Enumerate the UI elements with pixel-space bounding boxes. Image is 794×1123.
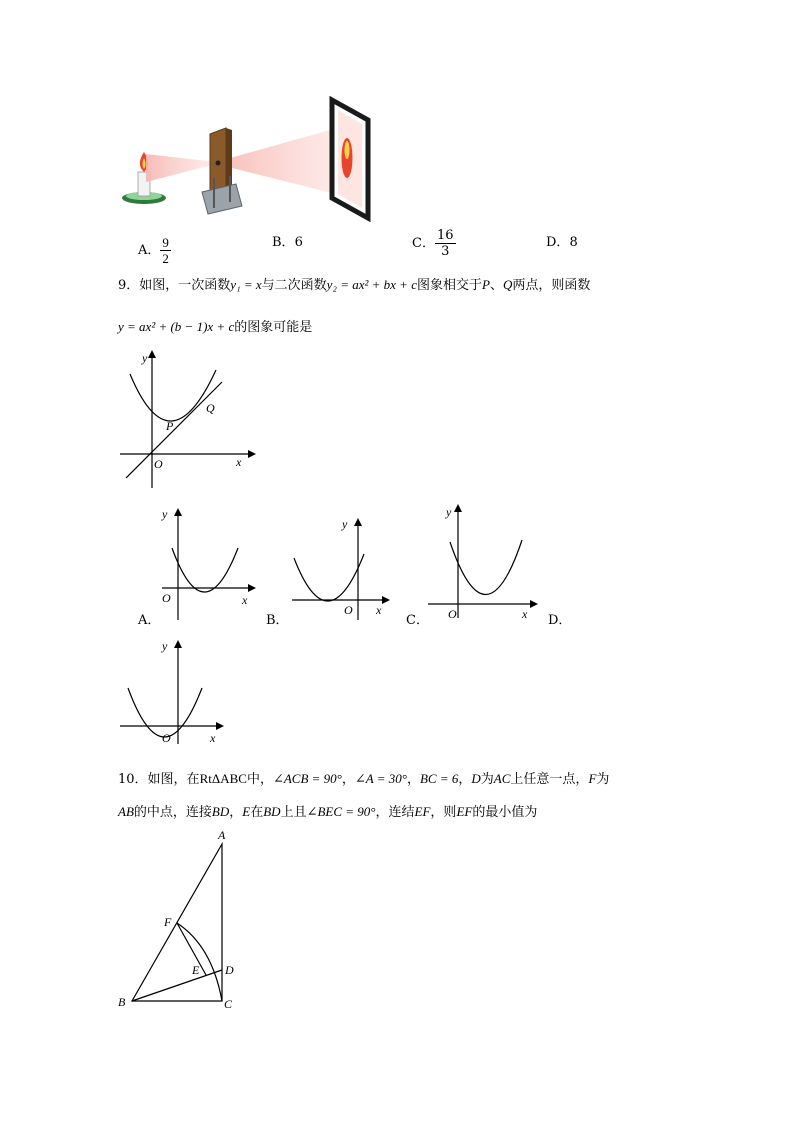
point-d-label: D (225, 963, 234, 977)
origin-label: O (154, 457, 163, 471)
svg-text:y: y (162, 507, 168, 521)
svg-text:O: O (448, 607, 457, 621)
point-p-label: P (166, 419, 174, 433)
svg-text:O: O (344, 603, 353, 617)
q9-option-a-label[interactable]: A． (138, 613, 161, 628)
vertex-c-label: C (224, 997, 233, 1011)
point-f-label: F (164, 915, 172, 929)
q10-line-1: 10．如图，在RtΔABC中，∠ACB = 90°，∠A = 30°，BC = 6，D为AC上任意一点，F为 (118, 771, 610, 787)
q8-option-a[interactable]: A． $\frac{9}{2}$ (138, 235, 169, 266)
board-stand (202, 184, 242, 214)
q9-line-1: 9．如图，一次函数y₁ = x与二次函数y₂ = ax² + bx + c图象相交于P、Q两点，则函数 (118, 277, 591, 293)
q9-line-2: y = ax² + (b − 1)x + c的图象可能是 (118, 319, 313, 335)
svg-text:x: x (376, 603, 382, 617)
q8-option-c[interactable]: C． $\frac{16}{3}$ (412, 228, 454, 259)
pinhole-camera-illustration (118, 96, 374, 222)
svg-text:y: y (162, 639, 168, 653)
svg-text:x: x (522, 607, 528, 621)
vertex-b-label: B (118, 995, 126, 1009)
light-beam-left (146, 154, 216, 182)
point-q-label: Q (206, 401, 215, 415)
x-axis-label: x (236, 455, 242, 469)
svg-text:y: y (446, 505, 452, 519)
q9-option-b-graph (288, 514, 394, 624)
pinhole (216, 161, 221, 166)
svg-text:O: O (162, 731, 171, 745)
svg-text:x: x (210, 731, 216, 745)
point-e-label: E (192, 963, 200, 977)
q9-option-d-graph (118, 636, 228, 748)
q10-line-2: AB的中点，连接BD，E在BD上且∠BEC = 90°，连结EF，则EF的最小值为 (118, 804, 538, 820)
q9-option-a-graph (158, 504, 258, 624)
q9-main-graph (116, 346, 256, 494)
q9-option-b-label[interactable]: B． (266, 613, 289, 628)
segment-bd (132, 970, 222, 1001)
svg-text:y: y (342, 517, 348, 531)
y-axis-label: y (142, 351, 148, 365)
parabola-y2 (130, 370, 216, 421)
q9-option-c-graph (426, 500, 542, 622)
q9-option-c-label[interactable]: C． (406, 613, 429, 628)
triangle-abc (132, 844, 222, 1001)
vertex-a-label: A (218, 828, 226, 842)
q8-option-b[interactable]: B．6 (272, 235, 303, 250)
q10-triangle-figure (114, 826, 244, 1016)
svg-text:x: x (242, 593, 248, 607)
svg-text:O: O (162, 591, 171, 605)
q9-option-d-label[interactable]: D． (548, 613, 572, 628)
q8-option-d[interactable]: D．8 (546, 235, 578, 250)
